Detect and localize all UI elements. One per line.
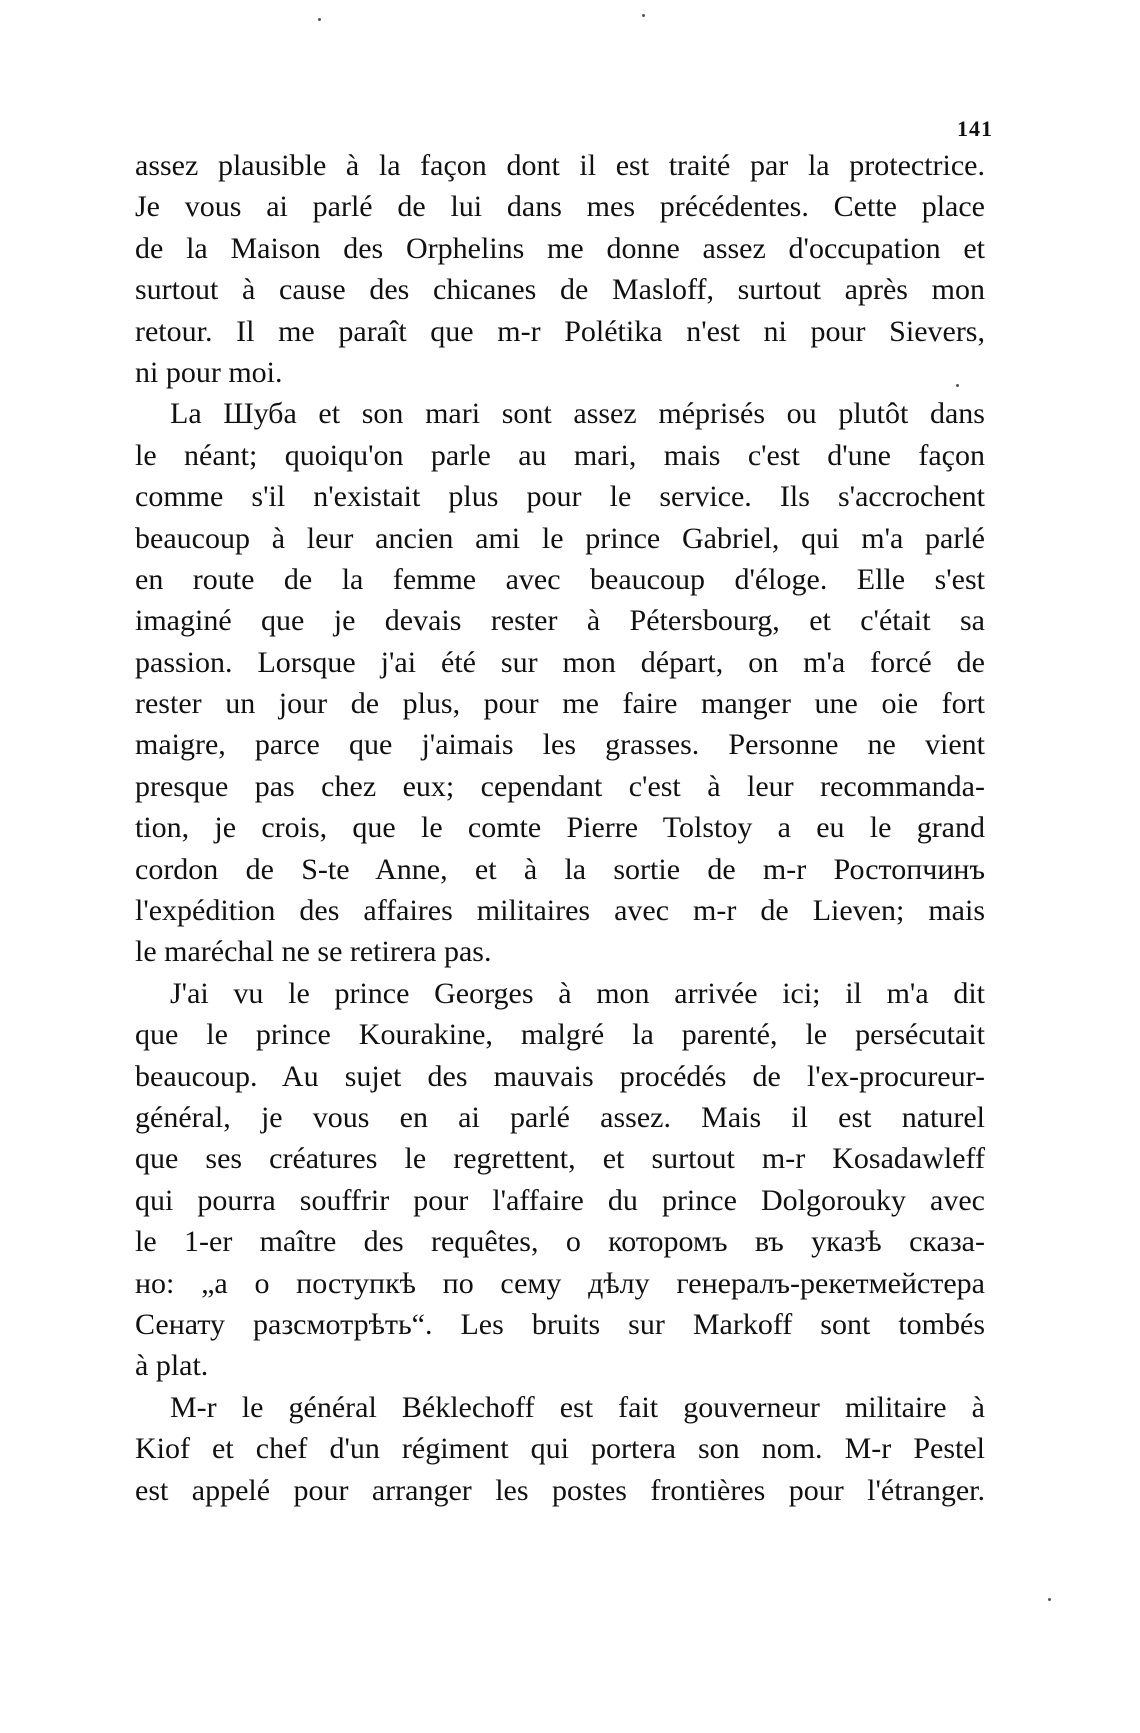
page-number: 141 bbox=[957, 116, 993, 141]
text-line: à plat. bbox=[135, 1349, 209, 1383]
text-line: La Шуба et son mari sont assez méprisés ou plutôt dans bbox=[170, 397, 985, 431]
text-line: est appelé pour arranger les postes frontières pour l'étranger. bbox=[135, 1473, 985, 1507]
text-line: imaginé que je devais rester à Pétersbourg, et c'était sa bbox=[135, 604, 985, 638]
text-line: beaucoup à leur ancien ami le prince Gabriel, qui m'a parlé bbox=[135, 521, 985, 555]
text-line: retour. Il me paraît que m-r Polétika n'est ni pour Sievers, bbox=[135, 314, 985, 348]
text-line: Je vous ai parlé de lui dans mes précédentes. Cette place bbox=[135, 190, 985, 224]
text-line: le néant; quoiqu'on parle au mari, mais c'est d'une façon bbox=[135, 438, 985, 472]
text-line: но: „а о поступкѣ по сему дѣлу генералъ-рекетмейстера bbox=[135, 1266, 985, 1300]
text-line: en route de la femme avec beaucoup d'éloge. Elle s'est bbox=[135, 562, 985, 596]
text-line: cordon de S-te Anne, et à la sortie de m-r Ростопчинъ bbox=[135, 852, 985, 886]
text-line: comme s'il n'existait plus pour le service. Ils s'accrochent bbox=[135, 480, 985, 514]
text-line: que le prince Kourakine, malgré la parenté, le persécutait bbox=[135, 1018, 985, 1052]
scan-speck bbox=[642, 14, 645, 17]
text-line: surtout à cause des chicanes de Masloff, surtout après mon bbox=[135, 273, 985, 307]
text-line: ni pour moi. bbox=[135, 355, 283, 389]
text-line: Kiof et chef d'un régiment qui portera son nom. M-r Pestel bbox=[135, 1432, 985, 1466]
text-line: tion, je crois, que le comte Pierre Tolstoy a eu le grand bbox=[135, 811, 985, 845]
text-line: que ses créatures le regrettent, et surtout m-r Kosadawleff bbox=[135, 1142, 985, 1176]
text-line: Сенату разсмотрѣть“. Les bruits sur Markoff sont tombés bbox=[135, 1307, 985, 1341]
body-text bbox=[135, 145, 985, 1511]
text-line: passion. Lorsque j'ai été sur mon départ, on m'a forcé de bbox=[135, 645, 985, 679]
text-line: qui pourra souffrir pour l'affaire du prince Dolgorouky avec bbox=[135, 1183, 985, 1217]
text-line: l'expédition des affaires militaires avec m-r de Lieven; mais bbox=[135, 894, 985, 928]
scan-speck bbox=[956, 384, 959, 387]
text-line: presque pas chez eux; cependant c'est à leur recommanda- bbox=[135, 769, 985, 803]
text-line: assez plausible à la façon dont il est traité par la protectrice. bbox=[135, 149, 985, 182]
text-line: M-r le général Béklechoff est fait gouverneur militaire à bbox=[170, 1390, 985, 1424]
scan-speck bbox=[318, 18, 321, 21]
text-line: beaucoup. Au sujet des mauvais procédés de l'ex-procureur- bbox=[135, 1059, 985, 1093]
scan-speck bbox=[1048, 1598, 1051, 1601]
text-line: général, je vous en ai parlé assez. Mais il est naturel bbox=[135, 1100, 985, 1134]
text-line: J'ai vu le prince Georges à mon arrivée ici; il m'a dit bbox=[170, 976, 985, 1010]
text-line: de la Maison des Orphelins me donne assez d'occupation et bbox=[135, 231, 985, 265]
text-line: maigre, parce que j'aimais les grasses. Personne ne vient bbox=[135, 728, 985, 762]
text-line: le 1-er maître des requêtes, о которомъ въ указѣ сказа- bbox=[135, 1225, 985, 1259]
text-line: rester un jour de plus, pour me faire manger une oie fort bbox=[135, 687, 985, 721]
text-line: le maréchal ne se retirera pas. bbox=[135, 935, 492, 969]
